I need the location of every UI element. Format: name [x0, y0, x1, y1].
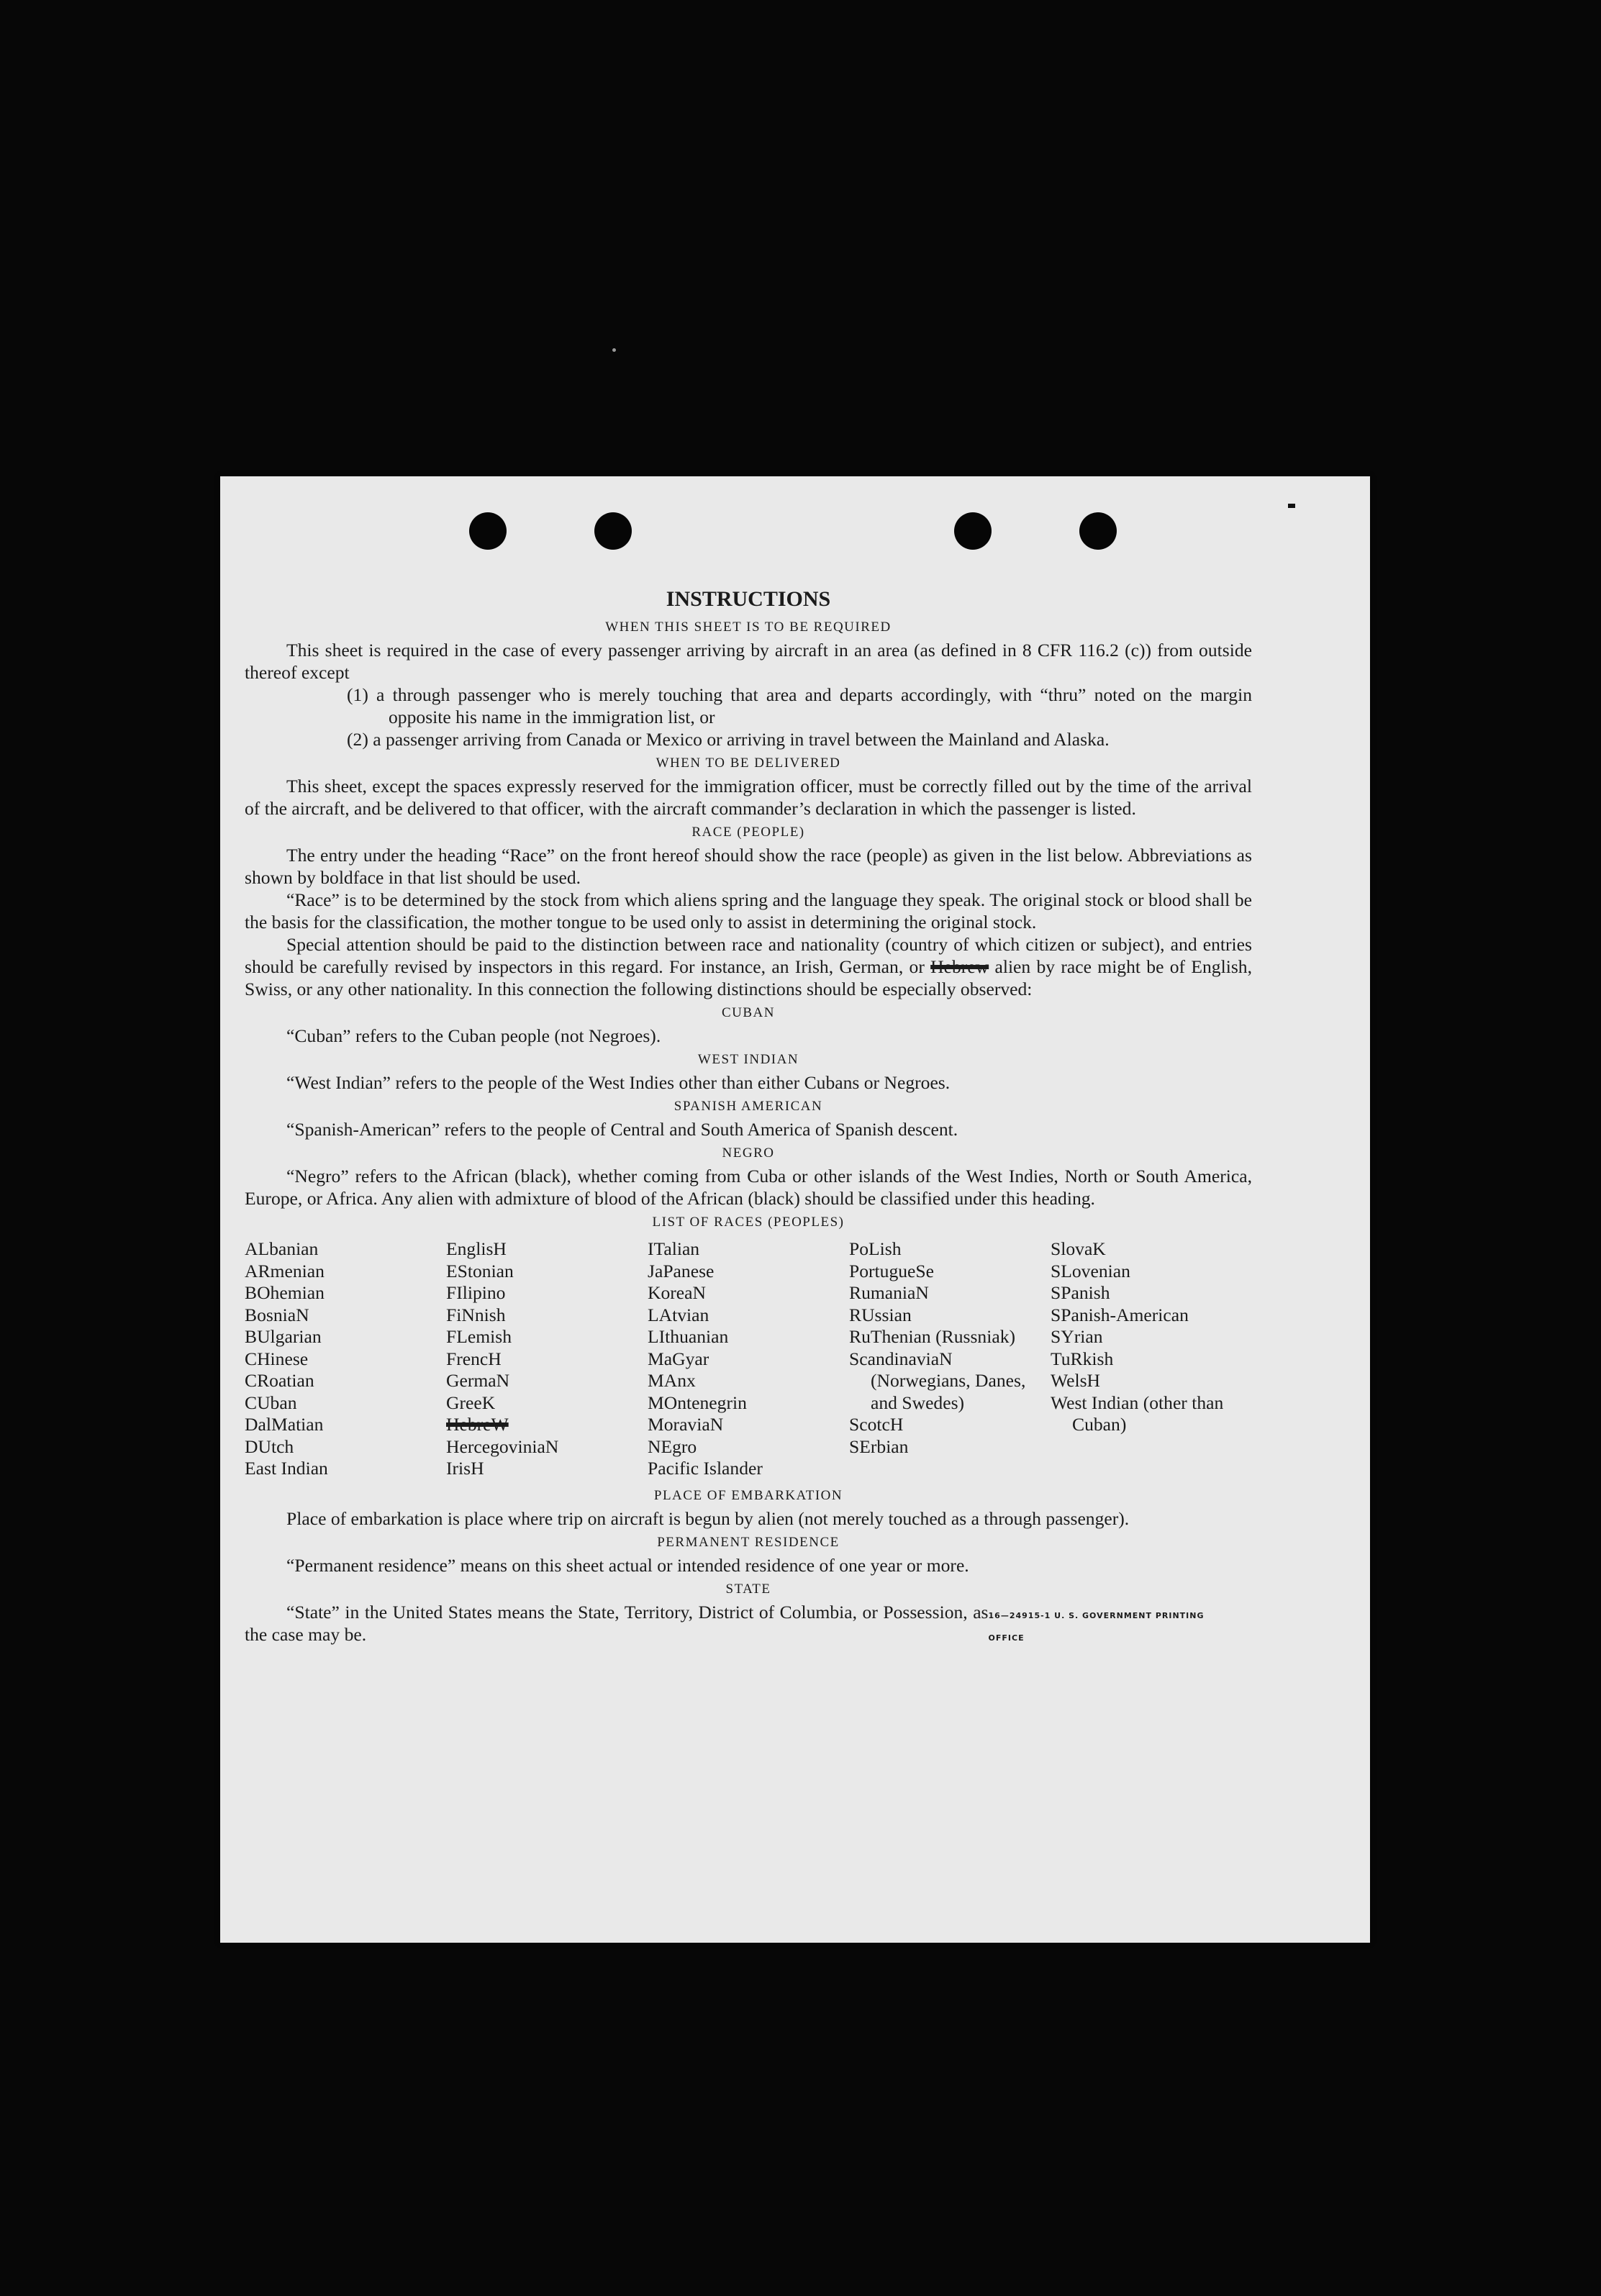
- race-item: LAtvian: [648, 1304, 709, 1325]
- state-text: “State” in the United States means the State, Territory, District of Columbia, or Possession, as the case may be.: [245, 1601, 989, 1645]
- race-item: LIthuanian: [648, 1326, 729, 1347]
- punch-hole: [1079, 512, 1117, 550]
- race-item-struck: HebreW: [446, 1414, 509, 1435]
- race-item: NEgro: [648, 1435, 697, 1457]
- race-item: BosniaN: [245, 1304, 309, 1325]
- heading-when-delivered: WHEN TO BE DELIVERED: [656, 755, 841, 771]
- race-item: ScotcH: [849, 1414, 904, 1435]
- race-item: KoreaN: [648, 1282, 707, 1303]
- exception-item-2: (2) a passenger arriving from Canada or Mexico or arriving in travel between the Mainland and Alaska.: [347, 729, 1110, 750]
- race-item: SPanish-American: [1051, 1304, 1189, 1325]
- race-item: HercegoviniaN: [446, 1435, 559, 1457]
- printer-imprint: 16—24915-1 U. S. GOVERNMENT PRINTING OFFICE: [988, 1610, 1205, 1643]
- race-item: Pacific Islander: [648, 1458, 763, 1479]
- race-item: TuRkish: [1051, 1348, 1114, 1369]
- race-item: ALbanian: [245, 1238, 319, 1259]
- embarkation-text: Place of embarkation is place where trip on aircraft is begun by alien (not merely touched as a through passenger).: [286, 1507, 1130, 1529]
- document-sheet: [220, 476, 1370, 1943]
- race-paragraph-1: The entry under the heading “Race” on the front hereof should show the race (people) as given in the list below. Abbreviations as shown by boldface in that list should be used.: [245, 845, 1252, 888]
- race-item: CRoatian: [245, 1370, 314, 1391]
- cuban-text: “Cuban” refers to the Cuban people (not Negroes).: [286, 1025, 661, 1046]
- west-indian-text: “West Indian” refers to the people of the West Indies other than either Cubans or Negroes.: [286, 1072, 951, 1093]
- race-paragraph-3a: Special attention should be paid to the distinction between race and nationality (country of which citizen or subject), and entries should be carefully revised by inspectors in this regard. For instance, an Irish, German, or: [245, 934, 1252, 977]
- race-item: MAnx: [648, 1370, 696, 1391]
- struck-word: Hebrew: [930, 956, 989, 977]
- race-item: FrencH: [446, 1348, 502, 1369]
- race-item: MoraviaN: [648, 1414, 724, 1435]
- instructions-body: [245, 584, 1252, 1649]
- race-item: JaPanese: [648, 1260, 715, 1281]
- punch-hole: [954, 512, 992, 550]
- race-item: RumaniaN: [849, 1282, 929, 1303]
- race-column: [849, 1238, 1051, 1480]
- heading-negro: NEGRO: [722, 1145, 775, 1161]
- race-item: ITalian: [648, 1238, 700, 1259]
- race-item: FiNnish: [446, 1304, 506, 1325]
- residence-text: “Permanent residence” means on this sheet actual or intended residence of one year or more.: [286, 1554, 969, 1576]
- when-required-intro: This sheet is required in the case of every passenger arriving by aircraft in an area (as defined in 8 CFR 116.2 (c)) from outside thereof except: [245, 640, 1252, 683]
- heading-list-of-races: LIST OF RACES (PEOPLES): [652, 1215, 845, 1230]
- race-item: CUban: [245, 1392, 297, 1413]
- race-item: WelsH: [1051, 1370, 1101, 1391]
- race-item: BUlgarian: [245, 1326, 322, 1347]
- race-item: PortugueSe: [849, 1260, 935, 1281]
- race-item: West Indian (other than Cuban): [1051, 1392, 1224, 1435]
- race-item: GreeK: [446, 1392, 496, 1413]
- heading-spanish-american: SPANISH AMERICAN: [673, 1099, 823, 1114]
- heading-permanent-residence: PERMANENT RESIDENCE: [657, 1534, 840, 1550]
- race-list: [245, 1238, 1252, 1480]
- heading-cuban: CUBAN: [721, 1005, 775, 1020]
- race-item: MOntenegrin: [648, 1392, 747, 1413]
- heading-place-of-embarkation: PLACE OF EMBARKATION: [653, 1487, 843, 1503]
- race-item: CHinese: [245, 1348, 309, 1369]
- race-item: GermaN: [446, 1370, 510, 1391]
- race-item: SLovenian: [1051, 1260, 1130, 1281]
- race-column: [245, 1238, 446, 1480]
- race-item: DUtch: [245, 1435, 294, 1457]
- race-item: MaGyar: [648, 1348, 709, 1369]
- punch-hole: [469, 512, 507, 550]
- race-column: [446, 1238, 648, 1480]
- heading-west-indian: WEST INDIAN: [697, 1052, 799, 1067]
- race-item: EnglisH: [446, 1238, 507, 1259]
- negro-text: “Negro” refers to the African (black), whether coming from Cuba or other islands of the West Indies, North or South America, Europe, or Africa. Any alien with admixture of blood of the African (black) should be classified under this heading.: [245, 1166, 1252, 1209]
- race-item: SlovaK: [1051, 1238, 1106, 1259]
- heading-race: RACE (PEOPLE): [691, 825, 805, 840]
- race-item: PoLish: [849, 1238, 902, 1259]
- race-item: SErbian: [849, 1435, 909, 1457]
- race-item: FLemish: [446, 1326, 512, 1347]
- race-item: RuThenian (Russniak): [849, 1326, 1016, 1347]
- punch-hole: [594, 512, 632, 550]
- race-item: EStonian: [446, 1260, 514, 1281]
- race-item: RUssian: [849, 1304, 912, 1325]
- race-item: DalMatian: [245, 1414, 324, 1435]
- race-paragraph-3b: alien by race might be of English, Swiss, or any other nationality. In this connection the following distinctions should be especially observed:: [245, 956, 1252, 999]
- race-column: [1051, 1238, 1252, 1480]
- film-speck: [612, 348, 616, 352]
- heading-state: STATE: [725, 1581, 771, 1597]
- race-item: East Indian: [245, 1458, 328, 1479]
- state-footer-row: [245, 1601, 1252, 1649]
- when-delivered-text: This sheet, except the spaces expressly reserved for the immigration officer, must be correctly filled out by the time of the arrival of the aircraft, and be delivered to that officer, with the aircraft commander’s declaration in which the passenger is listed.: [245, 776, 1252, 819]
- race-paragraph-3: [245, 933, 1252, 1000]
- spanish-american-text: “Spanish-American” refers to the people of Central and South America of Spanish descent.: [286, 1119, 958, 1140]
- race-item: ARmenian: [245, 1260, 325, 1281]
- race-item: FIlipino: [446, 1282, 506, 1303]
- race-item: SYrian: [1051, 1326, 1103, 1347]
- race-column: [648, 1238, 849, 1480]
- race-item: BOhemian: [245, 1282, 325, 1303]
- ink-mark: [1288, 504, 1295, 508]
- race-paragraph-2: “Race” is to be determined by the stock from which aliens spring and the language they speak. The original stock or blood shall be the basis for the classification, the mother tongue to be used only to assist in determining the original stock.: [245, 889, 1252, 933]
- race-item: SPanish: [1051, 1282, 1110, 1303]
- exception-item-1: (1) a through passenger who is merely touching that area and departs accordingly, with “thru” noted on the margin opposite his name in the immigration list, or: [347, 684, 1252, 727]
- page-title: INSTRUCTIONS: [666, 587, 831, 611]
- heading-when-required: WHEN THIS SHEET IS TO BE REQUIRED: [605, 620, 892, 635]
- race-item: IrisH: [446, 1458, 484, 1479]
- race-item: ScandinaviaN (Norwegians, Danes, and Swedes): [849, 1348, 1026, 1413]
